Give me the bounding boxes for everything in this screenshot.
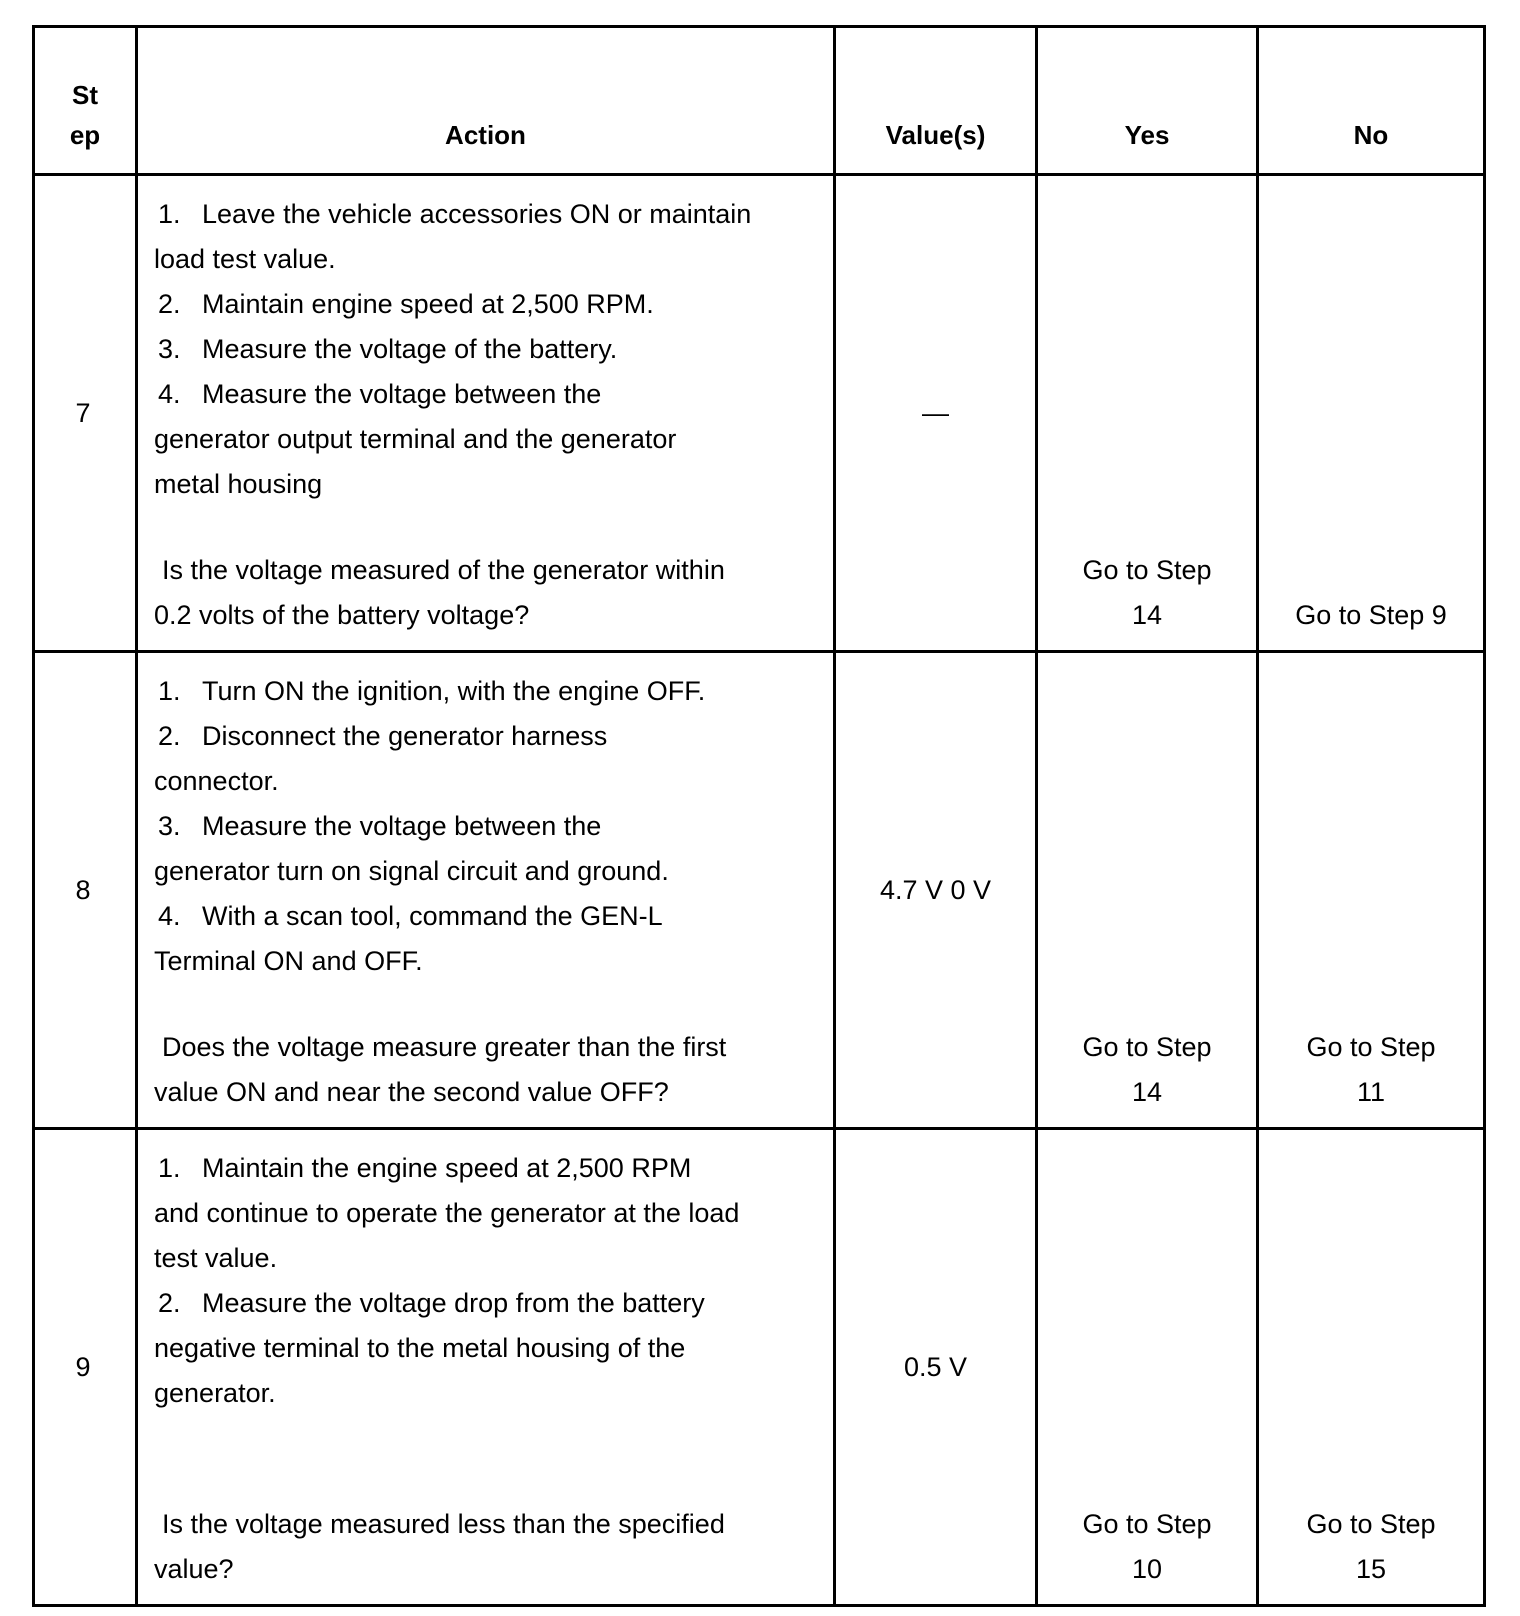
no-cell xyxy=(1258,175,1485,652)
table-row-step-9 xyxy=(34,1129,1485,1606)
yes-step: 10 xyxy=(1131,1554,1163,1584)
no-text: Go to Step xyxy=(1306,1509,1436,1539)
yes-text: Go to Step xyxy=(1082,1509,1212,1539)
yes-cell xyxy=(1037,175,1258,652)
value-cell: — xyxy=(835,175,1037,652)
action-item: 4. Measure the voltage between the xyxy=(158,379,602,409)
yes-step: 14 xyxy=(1131,1077,1163,1107)
header-yes: Yes xyxy=(1037,27,1258,175)
step-number: 9 xyxy=(34,1129,137,1606)
action-cell xyxy=(137,1129,835,1606)
header-step-line1: St xyxy=(72,80,98,110)
question-text-cont: value ON and near the second value OFF? xyxy=(154,1077,669,1107)
question-text-cont: value? xyxy=(154,1554,234,1584)
question-text: Is the voltage measured less than the specified xyxy=(162,1509,725,1539)
no-step: 15 xyxy=(1355,1554,1387,1584)
question-text: Does the voltage measure greater than the first xyxy=(162,1032,727,1062)
action-item: 2. Maintain engine speed at 2,500 RPM. xyxy=(158,289,654,319)
no-cell xyxy=(1258,652,1485,1129)
action-item-cont: load test value. xyxy=(154,244,336,274)
action-item: 2. Disconnect the generator harness xyxy=(158,721,608,751)
action-item: 4. With a scan tool, command the GEN-L xyxy=(158,901,663,931)
value-cell: 4.7 V 0 V xyxy=(835,652,1037,1129)
no-step: 11 xyxy=(1356,1077,1386,1107)
action-item-cont: generator. xyxy=(154,1378,276,1408)
question-text-cont: 0.2 volts of the battery voltage? xyxy=(154,600,530,630)
question-text: Is the voltage measured of the generator within xyxy=(162,555,725,585)
action-item: 3. Measure the voltage between the xyxy=(158,811,602,841)
yes-step: 14 xyxy=(1131,600,1163,630)
header-values: Value(s) xyxy=(835,27,1037,175)
action-item-cont: test value. xyxy=(154,1243,278,1273)
action-item-cont: generator output terminal and the generator xyxy=(154,424,677,454)
yes-cell xyxy=(1037,1129,1258,1606)
header-step-line2: ep xyxy=(69,120,101,150)
no-cell xyxy=(1258,1129,1485,1606)
action-item: 1. Leave the vehicle accessories ON or maintain xyxy=(158,199,752,229)
step-number: 8 xyxy=(34,652,137,1129)
table-row-step-7 xyxy=(34,175,1485,652)
header-no: No xyxy=(1258,27,1485,175)
action-item-cont: negative terminal to the metal housing of the xyxy=(154,1333,686,1363)
action-item: 1. Turn ON the ignition, with the engine OFF. xyxy=(158,676,706,706)
header-action: Action xyxy=(137,27,835,175)
action-cell xyxy=(137,175,835,652)
yes-text: Go to Step xyxy=(1082,555,1212,585)
table-row-step-8 xyxy=(34,652,1485,1129)
action-item-cont: metal housing xyxy=(154,469,323,499)
no-text: Go to Step xyxy=(1306,1032,1436,1062)
action-item-cont: generator turn on signal circuit and ground. xyxy=(154,856,669,886)
action-item-cont: Terminal ON and OFF. xyxy=(154,946,423,976)
yes-text: Go to Step xyxy=(1082,1032,1212,1062)
action-item: 3. Measure the voltage of the battery. xyxy=(158,334,618,364)
action-item-cont: connector. xyxy=(154,766,279,796)
table-header-row xyxy=(34,27,1485,175)
action-item-cont: and continue to operate the generator at the load xyxy=(154,1198,740,1228)
diagnostic-table xyxy=(32,25,1486,1607)
value-cell: 0.5 V xyxy=(835,1129,1037,1606)
step-number: 7 xyxy=(34,175,137,652)
action-item: 2. Measure the voltage drop from the battery xyxy=(158,1288,705,1318)
action-cell xyxy=(137,652,835,1129)
yes-cell xyxy=(1037,652,1258,1129)
header-step xyxy=(34,27,137,175)
no-text: Go to Step 9 xyxy=(1295,600,1447,630)
action-item: 1. Maintain the engine speed at 2,500 RPM xyxy=(158,1153,692,1183)
